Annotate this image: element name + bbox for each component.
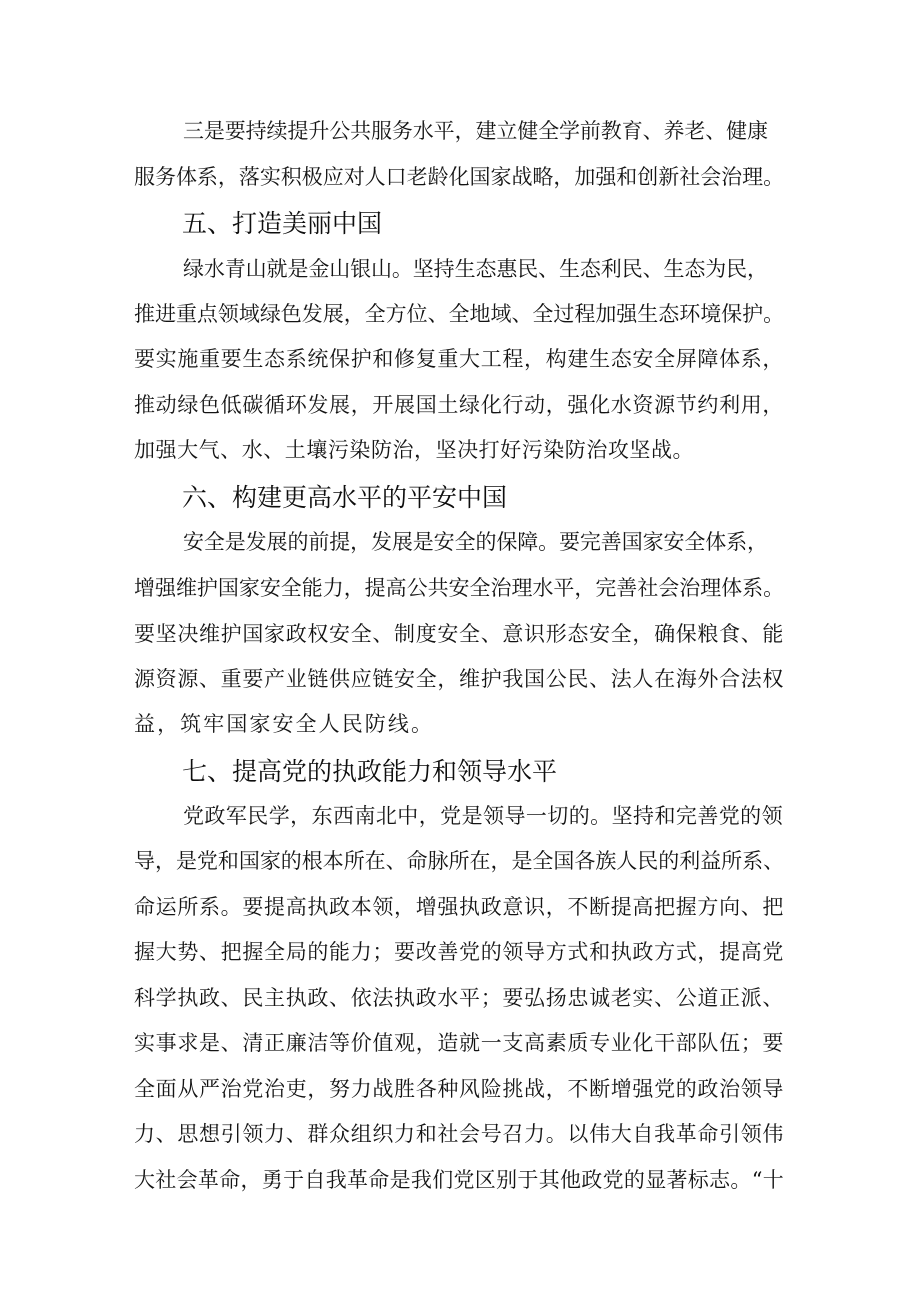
paragraph-ecology-line-3: 要实施重要生态系统保护和修复重大工程，构建生态安全屏障体系， — [134, 347, 785, 371]
paragraph-party-line-9: 大社会革命，勇于自我革命是我们党区别于其他政党的显著标志。“十 — [134, 1168, 785, 1192]
paragraph-public-service-line-1: 三是要持续提升公共服务水平，建立健全学前教育、养老、健康 — [183, 119, 768, 143]
paragraph-ecology-line-2: 推进重点领域绿色发展，全方位、全地域、全过程加强生态环境保护。 — [134, 302, 785, 326]
section-heading-6: 六、构建更高水平的平安中国 — [182, 483, 508, 512]
paragraph-public-service-line-2: 服务体系，落实积极应对人口老龄化国家战略，加强和创新社会治理。 — [134, 165, 785, 189]
paragraph-party-line-8: 力、思想引领力、群众组织力和社会号召力。以伟大自我革命引领伟 — [134, 1122, 785, 1146]
paragraph-ecology-line-5: 加强大气、水、土壤污染防治，坚决打好污染防治攻坚战。 — [134, 438, 695, 462]
paragraph-party-line-2: 导，是党和国家的根本所在、命脉所在，是全国各族人民的利益所系、 — [134, 849, 785, 873]
paragraph-party-line-4: 握大势、把握全局的能力；要改善党的领导方式和执政方式，提高党 — [134, 940, 785, 964]
paragraph-party-line-1: 党政军民学，东西南北中，党是领导一切的。坚持和完善党的领 — [183, 804, 784, 828]
paragraph-party-line-5: 科学执政、民主执政、依法执政水平；要弘扬忠诚老实、公道正派、 — [134, 986, 785, 1010]
paragraph-security-line-1: 安全是发展的前提，发展是安全的保障。要完善国家安全体系， — [183, 530, 768, 554]
paragraph-security-line-2: 增强维护国家安全能力，提高公共安全治理水平，完善社会治理体系。 — [134, 576, 785, 600]
section-heading-7: 七、提高党的执政能力和领导水平 — [182, 757, 558, 786]
paragraph-security-line-5: 益，筑牢国家安全人民防线。 — [134, 712, 435, 736]
paragraph-ecology-line-4: 推动绿色低碳循环发展，开展国土绿化行动，强化水资源节约利用， — [134, 393, 785, 417]
section-heading-5: 五、打造美丽中国 — [182, 209, 383, 238]
paragraph-party-line-3: 命运所系。要提高执政本领，增强执政意识，不断提高把握方向、把 — [134, 895, 785, 919]
paragraph-ecology-line-1: 绿水青山就是金山银山。坚持生态惠民、生态利民、生态为民， — [183, 257, 768, 281]
paragraph-security-line-3: 要坚决维护国家政权安全、制度安全、意识形态安全，确保粮食、能 — [134, 622, 785, 646]
paragraph-party-line-7: 全面从严治党治吏，努力战胜各种风险挑战，不断增强党的政治领导 — [134, 1077, 785, 1101]
paragraph-security-line-4: 源资源、重要产业链供应链安全，维护我国公民、法人在海外合法权 — [134, 667, 785, 691]
paragraph-party-line-6: 实事求是、清正廉洁等价值观，造就一支高素质专业化干部队伍；要 — [134, 1031, 785, 1055]
